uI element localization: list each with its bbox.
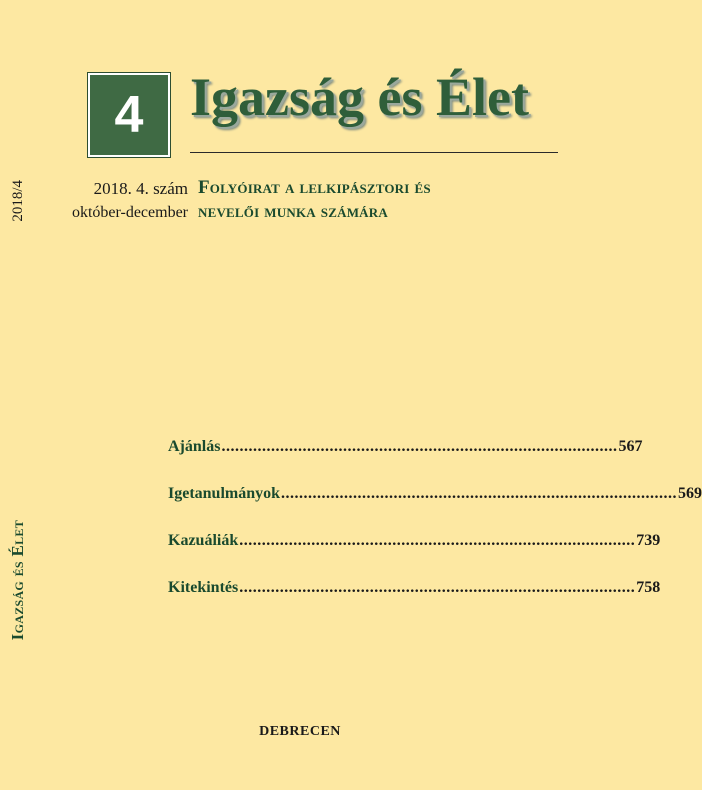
toc-label: Kitekintés <box>168 579 239 596</box>
issue-line: 2018. 4. szám <box>93 179 188 198</box>
title-divider <box>190 152 558 153</box>
toc-leader: ........................................................................................ <box>281 485 678 502</box>
issue-number: 4 <box>114 86 144 144</box>
toc-page: 569 <box>678 485 702 502</box>
publisher-city: DEBRECEN <box>259 724 341 739</box>
spine-title: Igazság és Élet <box>8 520 27 641</box>
toc-entry <box>168 485 702 532</box>
toc-label: Ajánlás <box>168 438 221 455</box>
toc-leader: ........................................................................................ <box>239 532 636 549</box>
toc-entry <box>168 438 643 485</box>
toc-label: Igetanulmányok <box>168 485 281 502</box>
toc-entry <box>168 579 661 626</box>
journal-title: Igazság és Élet <box>190 67 529 127</box>
issue-meta <box>72 177 188 225</box>
journal-subtitle <box>198 176 431 224</box>
subtitle-line-2: nevelői munka számára <box>198 201 388 222</box>
toc-page: 567 <box>618 438 643 455</box>
subtitle-line-1: Folyóirat a lelkipásztori és <box>198 177 431 198</box>
toc-label: Kazuáliák <box>168 532 239 549</box>
issue-period: október-december <box>71 204 188 221</box>
toc-leader: ........................................................................................ <box>239 579 636 596</box>
toc-page: 758 <box>636 579 661 596</box>
table-of-contents <box>168 438 702 626</box>
toc-entry <box>168 532 661 579</box>
toc-page: 739 <box>636 532 661 549</box>
issue-number-box <box>88 73 170 157</box>
toc-leader: ........................................................................................ <box>221 438 618 455</box>
spine-year: 2018/4 <box>10 180 26 222</box>
